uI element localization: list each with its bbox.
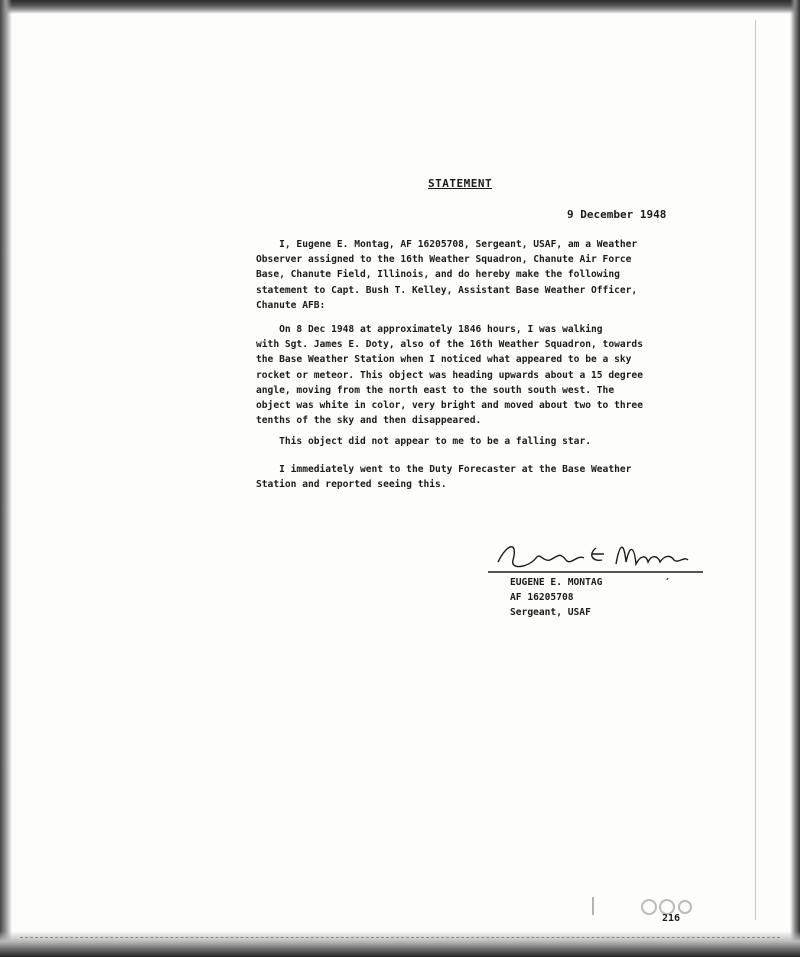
paragraph-reported: I immediately went to the Duty Forecaster at the Base Weather Station and reported seeing this.	[256, 464, 632, 491]
scan-fold-line	[755, 20, 756, 920]
scan-border-left	[0, 0, 12, 957]
faded-stamp	[585, 893, 705, 919]
paragraph-not-falling-star: This object did not appear to me to be a falling star.	[256, 436, 592, 447]
scan-border-top	[0, 0, 800, 14]
document-heading: STATEMENT	[428, 177, 493, 190]
paragraph-identity: I, Eugene E. Montag, AF 16205708, Sergeant, USAF, am a Weather Observer assigned to the 16th Weather Squadron, Chanute Air Force Base, Chanute Field, Illinois, and do hereby make the following statement to Capt. Bush T. Kelley, Assistant Base Weather Officer, Chanute AFB:	[256, 239, 638, 311]
page-number: 216	[662, 913, 681, 924]
scan-border-right	[790, 0, 800, 957]
document-date: 9 December 1948	[567, 208, 667, 221]
scan-border-bottom	[0, 931, 800, 957]
signature-block: EUGENE E. MONTAG AF 16205708 Sergeant, USAF	[510, 577, 603, 618]
paragraph-sighting: On 8 Dec 1948 at approximately 1846 hours, I was walking with Sgt. James E. Doty, also of the 16th Weather Squadron, towards the Base Weather Station when I noticed what appeared to be a sky rocket or meteor. This object was heading upwards about a 15 degree angle, moving from the north east to the south south west. The object was white in color, very bright and moved about two to three tenths of the sky and then disappeared.	[256, 324, 643, 427]
scan-cut-line	[20, 937, 780, 939]
handwritten-signature	[488, 532, 708, 580]
